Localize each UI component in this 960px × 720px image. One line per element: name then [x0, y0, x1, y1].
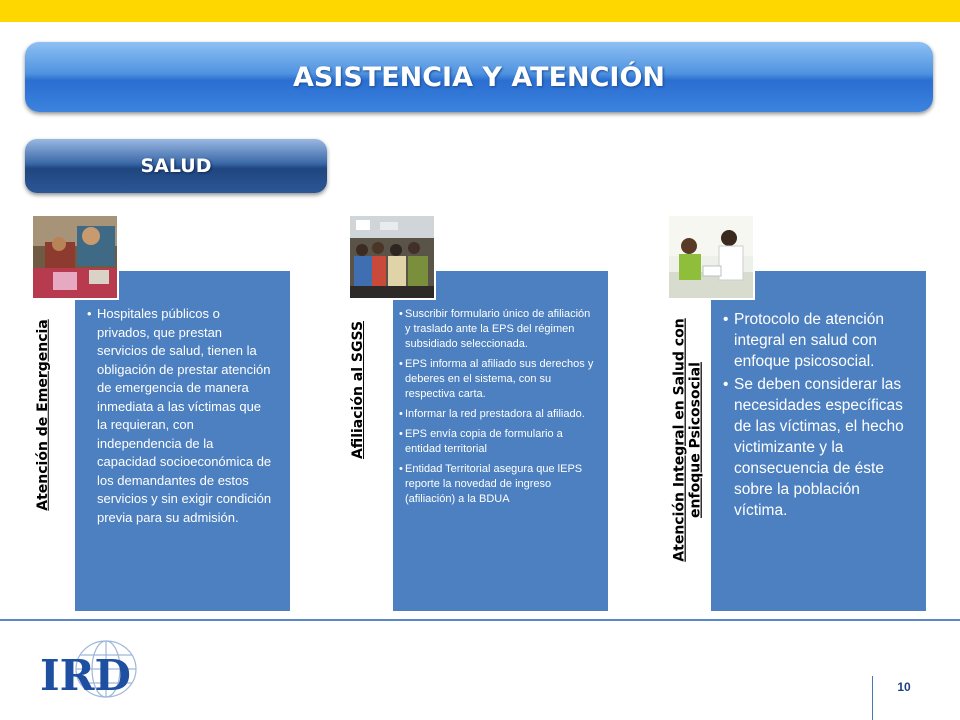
bullet-item: • Se deben considerar las necesidades específicas de las víctimas, el hecho victimizante y la consecuencia de éste sobre la población víctima.: [723, 374, 912, 521]
column-label-psychosocial: Atención Integral en Salud con enfoque Psicosocial: [672, 318, 704, 562]
doctor-consultation-photo: [667, 214, 755, 300]
crowd-queue-photo: [348, 214, 436, 300]
card-emergency: [75, 271, 290, 611]
bullet-item: • EPS envía copia de formulario a entidad territorial: [399, 427, 598, 457]
section-tab-salud: [25, 139, 327, 193]
page-number-divider: [872, 676, 873, 720]
column-label-sgss: Afiliación al SGSS: [350, 320, 367, 460]
page-title: ASISTENCIA Y ATENCIÓN: [292, 61, 666, 93]
bullet-item: • Entidad Territorial asegura que lEPS reporte la novedad de ingreso (afiliación) a la BDUA: [399, 462, 598, 507]
bullet-item: • EPS informa al afiliado sus derechos y deberes en el sistema, con su respectiva carta.: [399, 357, 598, 402]
ird-logo: [38, 638, 140, 700]
emergency-care-photo: [31, 214, 119, 300]
page-number: 10: [897, 680, 911, 694]
title-banner: [25, 42, 933, 112]
bullet-item: • Protocolo de atención integral en salud con enfoque psicosocial.: [723, 309, 912, 372]
card-sgss: [393, 271, 608, 611]
bullet-item: • Informar la red prestadora al afiliado.: [399, 407, 598, 422]
section-tab-label: SALUD: [140, 155, 212, 177]
footer-divider: [0, 619, 960, 621]
bullet-item: • Suscribir formulario único de afiliación y traslado ante la EPS del régimen subsidiado seleccionada.: [399, 307, 598, 352]
top-accent-bar: [0, 0, 960, 22]
logo-text: IRD: [40, 651, 131, 700]
bullet-item: • Hospitales públicos o privados, que prestan servicios de salud, tienen la obligación de prestar atención de emergencia de manera inmediata a las víctimas que la requieran, con independencia de la capacidad socioeconómica de los demandantes de estos servicios y sin exigir condición previa para su admisión.: [87, 305, 274, 527]
column-label-emergency: Atención de Emergencia: [35, 319, 52, 511]
card-psychosocial: [711, 271, 926, 611]
